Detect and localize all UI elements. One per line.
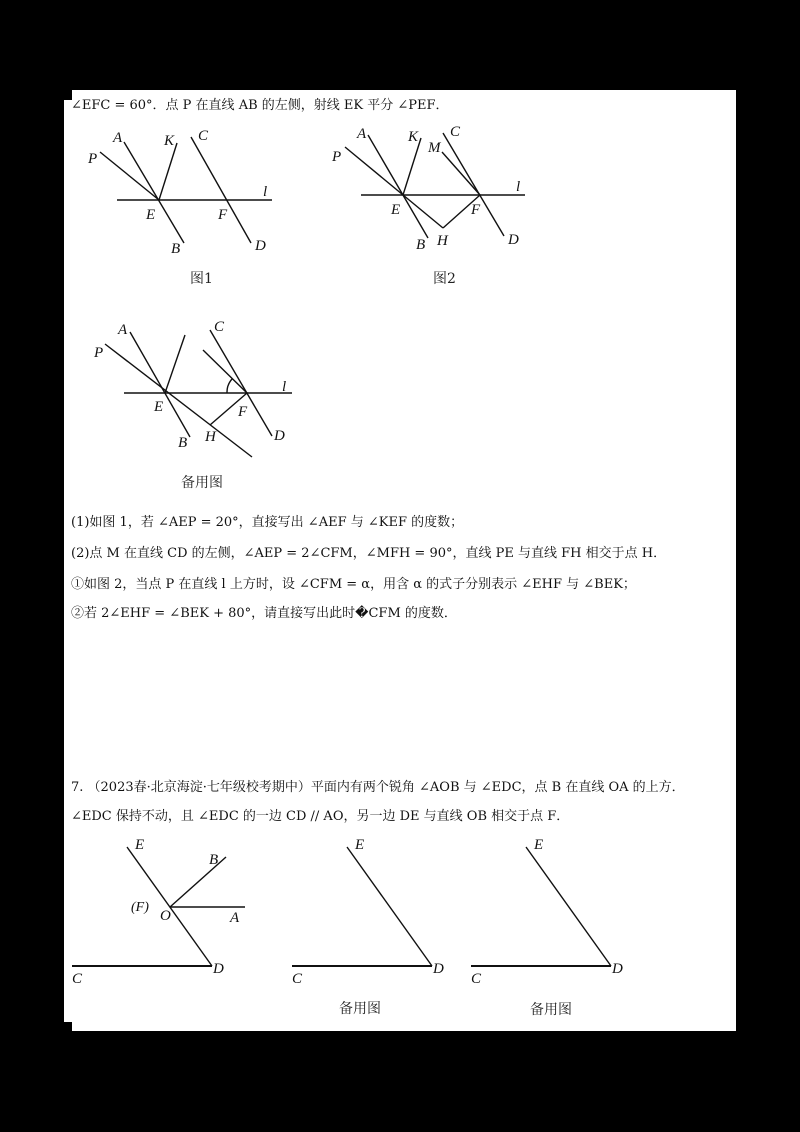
svg-text:P: P — [94, 345, 104, 361]
svg-text:A: A — [113, 130, 123, 146]
svg-text:E: E — [534, 837, 544, 853]
svg-text:l: l — [263, 184, 268, 200]
q7-figure-1 — [72, 847, 245, 966]
svg-text:E: E — [146, 207, 156, 223]
q7-backup-caption-2: 备用图 — [530, 1002, 572, 1018]
svg-text:O: O — [160, 908, 171, 924]
svg-text:C: C — [292, 971, 303, 987]
svg-text:C: C — [214, 319, 225, 335]
svg-text:B: B — [171, 241, 181, 257]
svg-text:B: B — [178, 435, 188, 451]
q7-question-line-1: 7. （2023春·北京海淀·七年级校考期中）平面内有两个锐角 ∠AOB 与 ∠EDC，点 B 在直线 OA 的上方． — [71, 780, 685, 795]
q6-part-2-sub-2: ②若 2∠EHF = ∠BEK + 80°，请直接写出此时�CFM 的度数． — [71, 606, 457, 621]
svg-text:A: A — [230, 910, 240, 926]
svg-text:D: D — [255, 238, 266, 254]
svg-text:E: E — [135, 837, 145, 853]
svg-text:C: C — [450, 124, 461, 140]
svg-text:C: C — [471, 971, 482, 987]
q7-backup-caption-1: 备用图 — [339, 1001, 381, 1017]
svg-text:A: A — [118, 322, 128, 338]
q6-part-1: (1)如图 1，若 ∠AEP = 20°，直接写出 ∠AEF 与 ∠KEF 的度数； — [71, 515, 464, 530]
q6-part-2: (2)点 M 在直线 CD 的左侧，∠AEP = 2∠CFM，∠MFH = 90°，直线 PE 与直线 FH 相交于点 H． — [71, 546, 667, 561]
svg-text:C: C — [72, 971, 83, 987]
q7-figure-2 — [292, 847, 432, 966]
svg-text:F: F — [471, 202, 481, 218]
svg-text:E: E — [154, 399, 164, 415]
svg-text:D: D — [433, 961, 444, 977]
svg-text:A: A — [357, 126, 367, 142]
svg-text:l: l — [282, 379, 287, 395]
q6-part-2-sub-1: ①如图 2，当点 P 在直线 l 上方时，设 ∠CFM = α，用含 α 的式子分别表示 ∠EHF 与 ∠BEK； — [71, 577, 636, 592]
svg-text:F: F — [238, 404, 248, 420]
figure-2-caption: 图2 — [433, 271, 456, 287]
svg-text:F: F — [218, 207, 228, 223]
svg-text:B: B — [209, 852, 219, 868]
q7-figure-3 — [471, 847, 611, 966]
q7-question-line-2: ∠EDC 保持不动，且 ∠EDC 的一边 CD // AO，另一边 DE 与直线 OB 相交于点 F． — [71, 809, 570, 824]
svg-text:D: D — [213, 961, 224, 977]
svg-text:E: E — [391, 202, 401, 218]
svg-text:l: l — [516, 179, 521, 195]
svg-text:H: H — [205, 429, 216, 445]
svg-text:C: C — [198, 128, 209, 144]
svg-text:D: D — [274, 428, 285, 444]
svg-text:H: H — [437, 233, 448, 249]
svg-text:D: D — [508, 232, 519, 248]
svg-text:P: P — [332, 149, 342, 165]
svg-text:E: E — [355, 837, 365, 853]
svg-text:M: M — [428, 140, 441, 156]
figure-1-caption: 图1 — [190, 271, 213, 287]
svg-text:(F): (F) — [131, 900, 149, 915]
svg-text:D: D — [612, 961, 623, 977]
svg-text:P: P — [88, 151, 98, 167]
svg-text:B: B — [416, 237, 426, 253]
q6-intro: ∠EFC = 60°．点 P 在直线 AB 的左侧，射线 EK 平分 ∠PEF． — [71, 98, 449, 113]
svg-text:K: K — [164, 133, 175, 149]
figure-1 — [100, 137, 272, 243]
figure-backup-q6 — [105, 330, 292, 457]
svg-text:K: K — [408, 129, 419, 145]
backup-figure-caption: 备用图 — [181, 475, 223, 491]
